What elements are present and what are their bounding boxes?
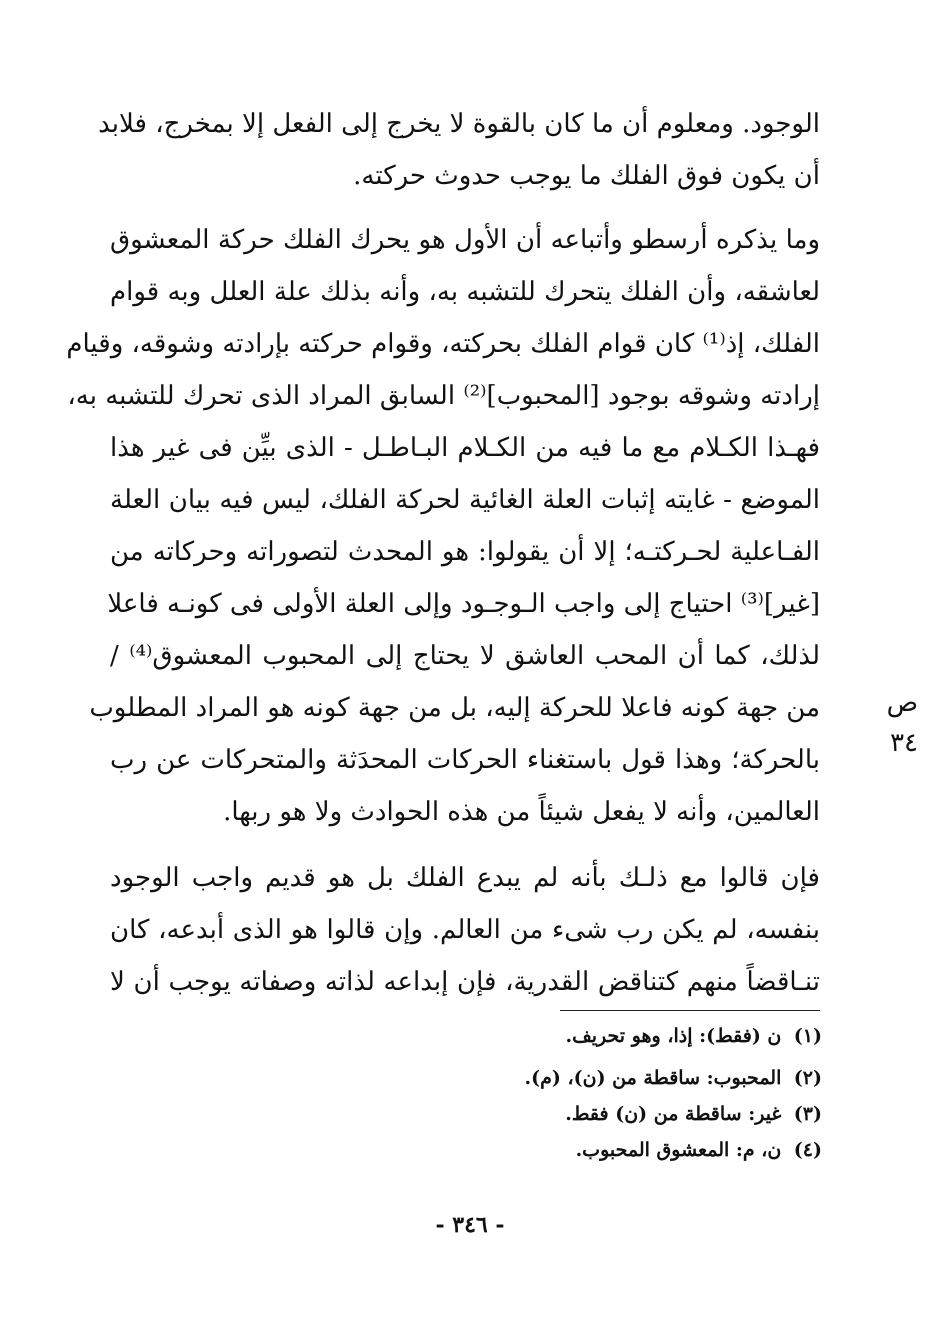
footnote-number: (١) <box>793 1025 822 1047</box>
footnote-number: (٢) <box>793 1067 822 1089</box>
margin-page-reference: ص ٣٤ <box>886 688 918 758</box>
footnote-number: (٤) <box>793 1139 822 1161</box>
text-line: الفـاعلية لحـركتـه؛ إلا أن يقولوا: هو المحدث لتصوراته وحركاته من <box>110 537 820 567</box>
footnote-text: غير: ساقطة من (ن) فقط. <box>565 1103 782 1125</box>
footnote <box>300 1022 822 1050</box>
text-line: فإن قالوا مع ذلـك بأنه لم يبدع الفلك بل هو قديم واجب الوجود <box>110 863 820 893</box>
footnote <box>300 1100 822 1128</box>
text-line: بنفسه، لم يكن رب شىء من العالم. وإن قالوا هو الذى أبدعه، كان <box>110 915 820 945</box>
page-number: - ٣٤٦ - <box>435 1212 505 1238</box>
text-line: لذلك، كما أن المحب العاشق لا يحتاج إلى المحبوب المعشوق⁽⁴⁾ / <box>110 641 820 671</box>
footnote-separator <box>560 1010 820 1011</box>
text-line: [غير]⁽³⁾ احتياج إلى واجب الـوجـود وإلى العلة الأولى فى كونـه فاعلا <box>107 589 820 619</box>
text-line: العالمين، وأنه لا يفعل شيئاً من هذه الحوادث ولا هو ربها. <box>223 797 820 827</box>
text-line: الموضع - غايته إثبات العلة الغائية لحركة الفلك، ليس فيه بيان العلة <box>110 485 820 515</box>
text-line: فهـذا الكـلام مع ما فيه من الكـلام البـاطـل - الذى بيِّن فى غير هذا <box>110 433 820 463</box>
footnote-text: ن، م: المعشوق المحبوب. <box>575 1139 782 1161</box>
footnote-text: المحبوب: ساقطة من (ن)، (م). <box>524 1067 782 1089</box>
text-line: تنـاقضاً منهم كتناقض القدرية، فإن إبداعه لذاته وصفاته يوجب أن لا <box>110 967 820 997</box>
text-line: الفلك، إذ⁽¹⁾ كان قوام الفلك بحركته، وقوام حركته بإرادته وشوقه، وقيام <box>66 329 820 359</box>
text-line: وما يذكره أرسطو وأتباعه أن الأول هو يحرك الفلك حركة المعشوق <box>110 225 820 255</box>
footnote-text: ن (فقط): إذا، وهو تحريف. <box>565 1025 782 1047</box>
text-line: الوجود. ومعلوم أن ما كان بالقوة لا يخرج إلى الفعل إلا بمخرج، فلابد <box>98 109 820 139</box>
footnote <box>300 1064 822 1092</box>
text-line: إرادته وشوقه بوجود [المحبوب]⁽²⁾ السابق المراد الذى تحرك للتشبه به، <box>67 381 820 411</box>
text-line: من جهة كونه فاعلا للحركة إليه، بل من جهة كونه هو المراد المطلوب <box>89 693 820 723</box>
text-line: أن يكون فوق الفلك ما يوجب حدوث حركته. <box>353 161 820 191</box>
text-line: بالحركة؛ وهذا قول باستغناء الحركات المحدَثة والمتحركات عن رب <box>110 745 820 775</box>
footnote <box>300 1136 822 1164</box>
text-line: لعاشقه، وأن الفلك يتحرك للتشبه به، وأنه بذلك علة العلل وبه قوام <box>110 277 820 307</box>
footnote-number: (٣) <box>793 1103 822 1125</box>
